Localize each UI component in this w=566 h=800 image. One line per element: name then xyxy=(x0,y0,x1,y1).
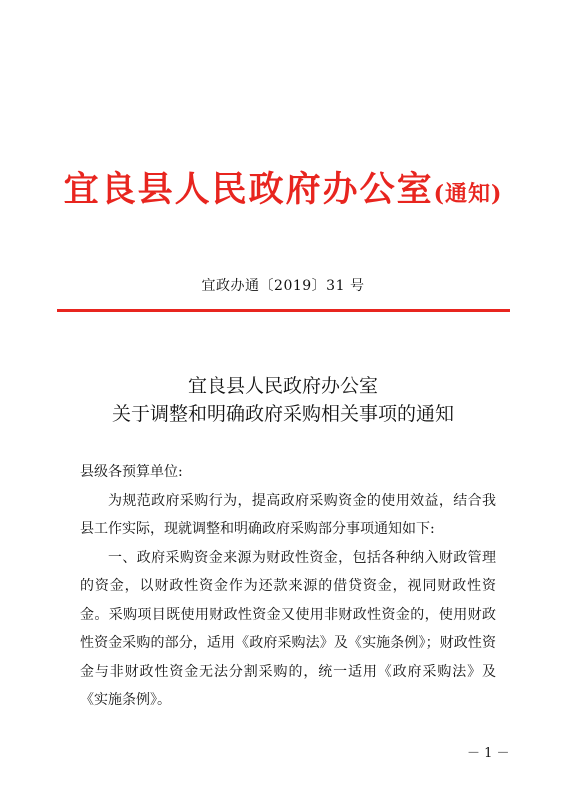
document-number: 宜政办通〔2019〕31 号 xyxy=(201,278,365,294)
document-title xyxy=(0,372,566,428)
masthead-suffix: (通知) xyxy=(433,181,503,207)
body-paragraph-1: 为规范政府采购行为，提高政府采购资金的使用效益，结合我县工作实际，现就调整和明确政府采购部分事项通知如下: xyxy=(80,492,496,537)
body-paragraph-2: 一、政府采购资金来源为财政性资金，包括各种纳入财政管理的资金，以财政性资金作为还款来源的借贷资金，视同财政性资金。采购项目既使用财政性资金又使用非财政性资金的，使用财政性资金采购的部分，适用《政府采购法》及《实施条例》；财政性资金与非财政性资金无法分割采购的，统一适用《政府采购法》及《实施条例》。 xyxy=(80,549,496,708)
title-line-2: 关于调整和明确政府采购相关事项的通知 xyxy=(111,403,454,425)
salutation: 县级各预算单位: xyxy=(80,464,183,480)
document-body xyxy=(80,458,496,715)
page-number: － 1 － xyxy=(467,746,510,761)
masthead-name: 宜良县人民政府办公室 xyxy=(63,169,434,210)
masthead xyxy=(0,162,566,212)
title-line-1: 宜良县人民政府办公室 xyxy=(187,375,378,397)
red-divider-line xyxy=(57,309,510,312)
